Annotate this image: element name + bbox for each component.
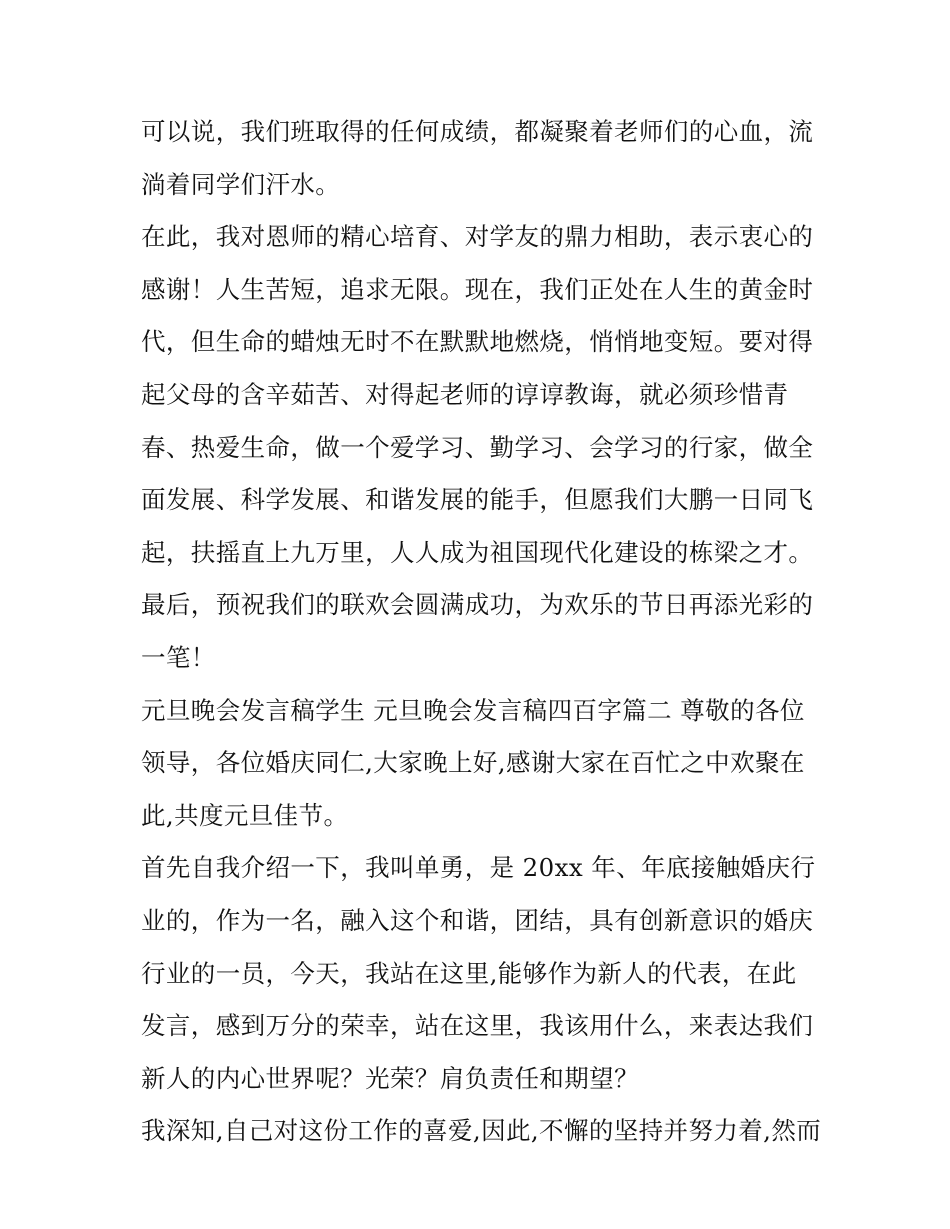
text-line: 此,共度元旦佳节。: [141, 800, 349, 830]
text-line: 在此，我对恩师的精心培育、对学友的鼎力相助，表示衷心的: [141, 222, 814, 252]
text-line: 元旦晚会发言稿学生 元旦晚会发言稿四百字篇二 尊敬的各位: [141, 695, 805, 725]
text-line: 我深知,自己对这份工作的喜爱,因此,不懈的坚持并努力着,然而: [141, 1116, 822, 1146]
text-line: 一笔！: [141, 642, 216, 672]
text-line: 春、热爱生命，做一个爱学习、勤学习、会学习的行家，做全: [141, 432, 814, 462]
text-line: 业的，作为一名，融入这个和谐，团结，具有创新意识的婚庆: [141, 905, 814, 935]
text-line: 可以说，我们班取得的任何成绩，都凝聚着老师们的心血，流: [141, 117, 814, 146]
text-line: 发言，感到万分的荣幸，站在这里，我该用什么，来表达我们: [141, 1011, 814, 1041]
text-line: 领导，各位婚庆同仁,大家晚上好,感谢大家在百忙之中欢聚在: [141, 748, 805, 778]
text-line: 行业的一员，今天，我站在这里,能够作为新人的代表，在此: [141, 958, 797, 988]
text-line: 起父母的含辛茹苦、对得起老师的谆谆教诲，就必须珍惜青: [141, 379, 789, 409]
text-line: 起，扶摇直上九万里，人人成为祖国现代化建设的栋梁之才。: [141, 537, 814, 567]
text-line: 淌着同学们汗水。: [141, 169, 341, 199]
text-line: 最后，预祝我们的联欢会圆满成功，为欢乐的节日再添光彩的: [141, 590, 814, 620]
text-line: 首先自我介绍一下，我叫单勇，是 20xx 年、年底接触婚庆行: [141, 853, 816, 883]
text-line: 面发展、科学发展、和谐发展的能手，但愿我们大鹏一日同飞: [141, 485, 814, 515]
text-line: 感谢！人生苦短，追求无限。现在，我们正处在人生的黄金时: [141, 274, 814, 304]
document-body: [141, 106, 821, 1158]
text-line: 新人的内心世界呢？光荣？肩负责任和期望？: [141, 1063, 639, 1093]
text-line: 代，但生命的蜡烛无时不在默默地燃烧，悄悄地变短。要对得: [141, 327, 814, 357]
